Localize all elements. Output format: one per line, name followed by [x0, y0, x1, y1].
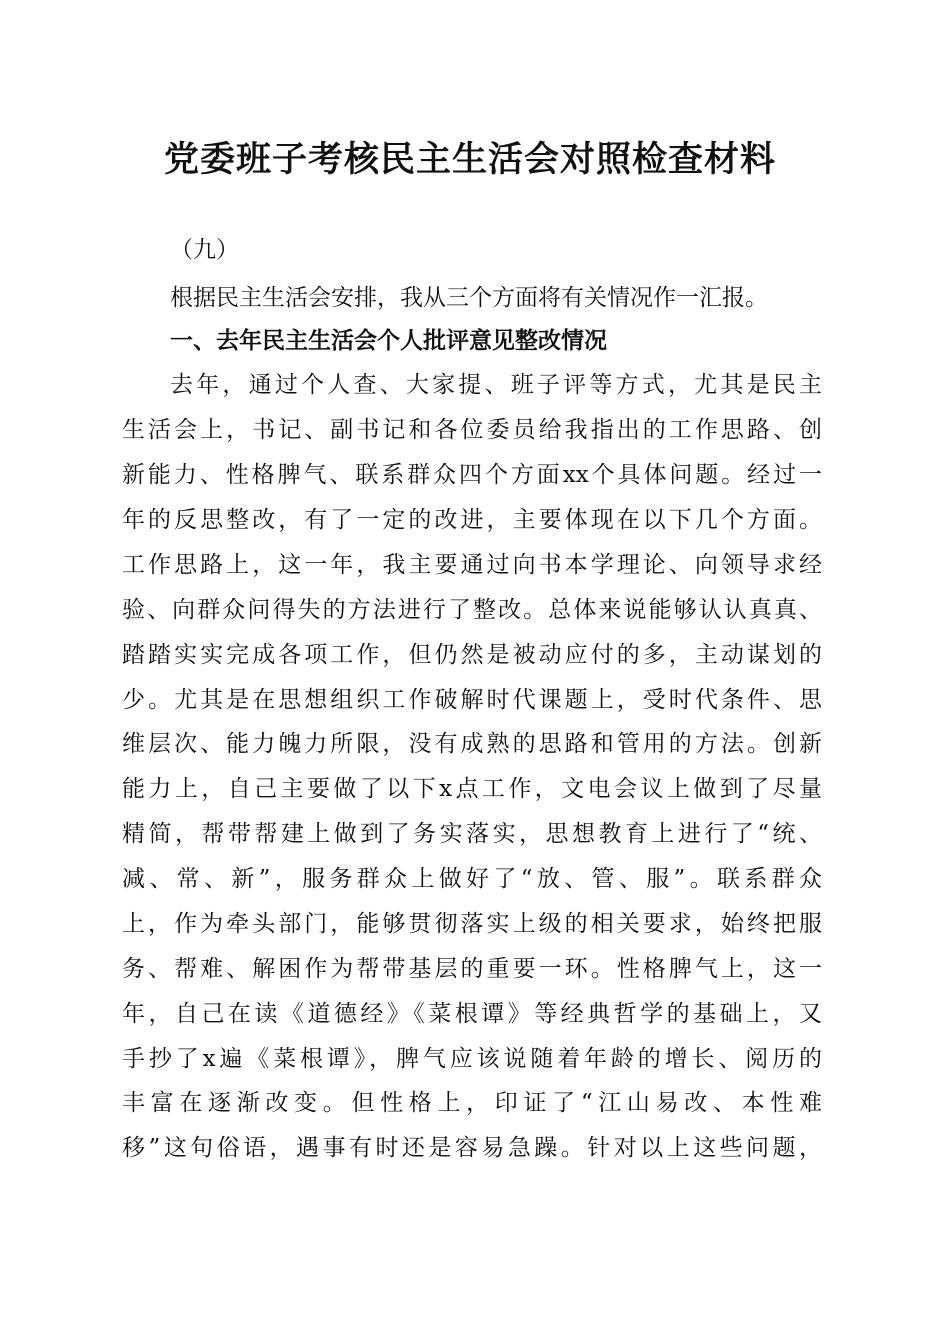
- page-title: 党委班子考核民主生活会对照检查材料: [163, 139, 776, 180]
- body-line: 年，自己在读《道德经》《菜根谭》等经典哲学的基础上，又: [122, 1001, 822, 1027]
- body-line: 维层次、能力魄力所限，没有成熟的思路和管用的方法。创新: [122, 731, 822, 757]
- body-line: 移”这句俗语，遇事有时还是容易急躁。针对以上这些问题，: [122, 1135, 822, 1161]
- body-line: 丰富在逐渐改变。但性格上，印证了“江山易改、本性难: [122, 1090, 822, 1116]
- body-line: 生活会上，书记、副书记和各位委员给我指出的工作思路、创: [122, 417, 822, 443]
- body-line: 新能力、性格脾气、联系群众四个方面xx个具体问题。经过一: [122, 462, 822, 488]
- body-line: 减、常、新”，服务群众上做好了“放、管、服”。联系群众: [122, 866, 822, 892]
- body-line: 年的反思整改，有了一定的改进，主要体现在以下几个方面。: [122, 507, 822, 533]
- body-line: 务、帮难、解困作为帮带基层的重要一环。性格脾气上，这一: [122, 956, 822, 982]
- body-line: 精简，帮带帮建上做到了务实落实，思想教育上进行了“统、: [122, 821, 822, 847]
- section-heading: 一、去年民主生活会个人批评意见整改情况: [170, 328, 607, 354]
- body-line: 手抄了x遍《菜根谭》，脾气应该说随着年龄的增长、阅历的: [122, 1046, 822, 1072]
- body-line: 踏踏实实完成各项工作，但仍然是被动应付的多，主动谋划的: [122, 642, 822, 668]
- body-line: 上，作为牵头部门，能够贯彻落实上级的相关要求，始终把服: [122, 911, 822, 937]
- body-line: 少。尤其是在思想组织工作破解时代课题上，受时代条件、思: [122, 687, 822, 713]
- document-subtitle: （九）: [170, 237, 239, 263]
- body-line: 工作思路上，这一年，我主要通过向书本学理论、向领导求经: [122, 552, 822, 578]
- body-line: 去年，通过个人查、大家提、班子评等方式，尤其是民主: [170, 372, 822, 398]
- body-line: 验、向群众问得失的方法进行了整改。总体来说能够认认真真、: [122, 597, 822, 623]
- intro-paragraph: 根据民主生活会安排，我从三个方面将有关情况作一汇报。: [170, 285, 768, 311]
- body-line: 能力上，自己主要做了以下x点工作，文电会议上做到了尽量: [122, 776, 822, 802]
